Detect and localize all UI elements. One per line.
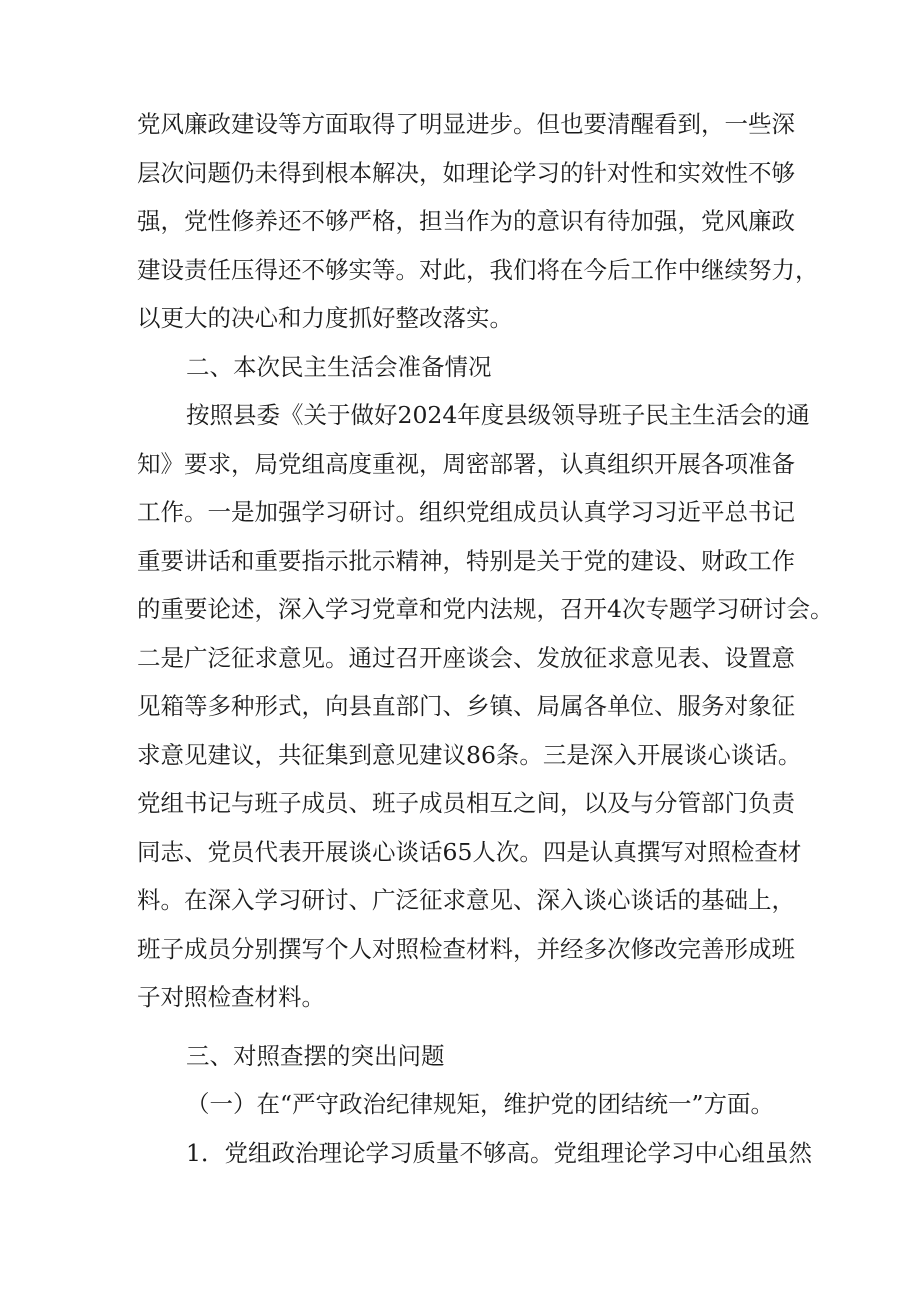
paragraph-line: 二是广泛征求意见。通过召开座谈会、发放征求意见表、设置意 — [137, 644, 795, 672]
paragraph-line: 子对照检查材料。 — [137, 983, 325, 1011]
section-heading: 二、本次民主生活会准备情况 — [186, 353, 492, 381]
paragraph-line: 工作。一是加强学习研讨。组织党组成员认真学习习近平总书记 — [137, 498, 795, 526]
paragraph-line: 党风廉政建设等方面取得了明显进步。但也要清醒看到，一些深 — [137, 110, 795, 138]
paragraph-line: 建设责任压得还不够实等。对此，我们将在今后工作中继续努力， — [137, 256, 819, 284]
paragraph-line: 层次问题仍未得到根本解决，如理论学习的针对性和实效性不够 — [137, 159, 795, 187]
paragraph-line: 以更大的决心和力度抓好整改落实。 — [137, 304, 513, 332]
paragraph-line: 按照县委《关于做好2024年度县级领导班子民主生活会的通 — [186, 401, 810, 429]
paragraph-line: 同志、党员代表开展谈心谈话65人次。四是认真撰写对照检查材 — [137, 838, 802, 866]
paragraph-line: 知》要求，局党组高度重视，周密部署，认真组织开展各项准备 — [137, 450, 795, 478]
paragraph-line: 料。在深入学习研讨、广泛征求意见、深入谈心谈话的基础上， — [137, 886, 795, 914]
subsection-heading: （一）在“严守政治纪律规矩，维护党的团结统一”方面。 — [186, 1090, 775, 1118]
paragraph-line: 党组书记与班子成员、班子成员相互之间，以及与分管部门负责 — [137, 789, 795, 817]
paragraph-line: 强，党性修养还不够严格，担当作为的意识有待加强，党风廉政 — [137, 207, 795, 235]
paragraph-line: 求意见建议，共征集到意见建议86条。三是深入开展谈心谈话。 — [137, 741, 802, 769]
paragraph-line: 1．党组政治理论学习质量不够高。党组理论学习中心组虽然 — [186, 1139, 812, 1167]
paragraph-line: 见箱等多种形式，向县直部门、乡镇、局属各单位、服务对象征 — [137, 692, 795, 720]
paragraph-line: 重要讲话和重要指示批示精神，特别是关于党的建设、财政工作 — [137, 547, 795, 575]
paragraph-line: 班子成员分别撰写个人对照检查材料，并经多次修改完善形成班 — [137, 935, 795, 963]
paragraph-line: 的重要论述，深入学习党章和党内法规，召开4次专题学习研讨会。 — [137, 595, 834, 623]
section-heading: 三、对照查摆的突出问题 — [186, 1042, 445, 1070]
